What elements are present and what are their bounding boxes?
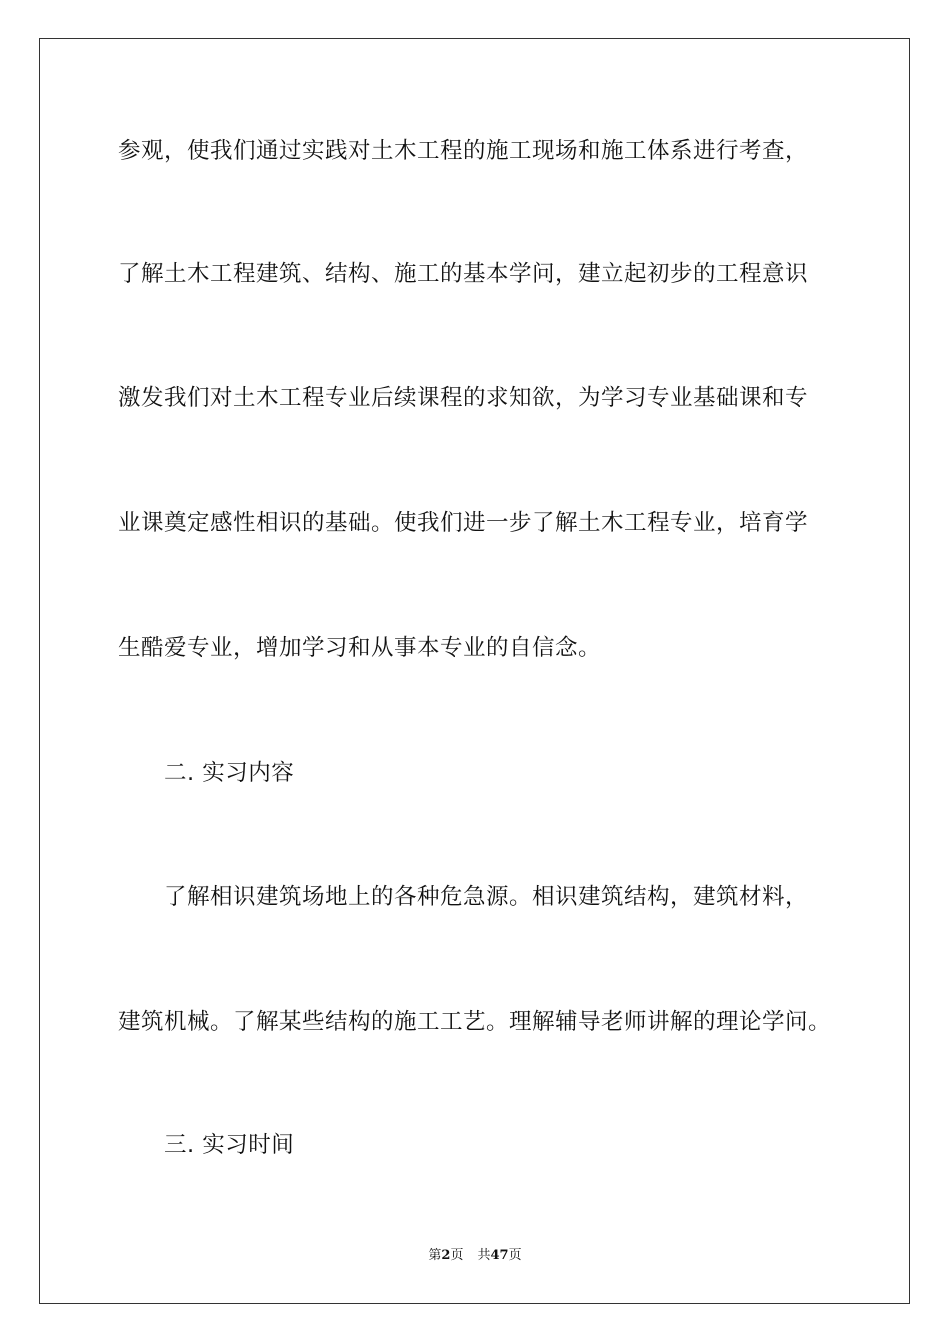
section-heading-3: 三. 实习时间 [164, 1132, 295, 1158]
page-number: 2 [441, 1248, 451, 1263]
body-text-line-6: 了解相识建筑场地上的各种危急源。相识建筑结构，建筑材料， [164, 884, 809, 910]
page-prefix: 第 [428, 1248, 442, 1263]
total-pages: 47 [490, 1248, 509, 1263]
body-text-line-5: 生酷爱专业，增加学习和从事本专业的自信念。 [118, 635, 602, 661]
body-text-line-4: 业课奠定感性相识的基础。使我们进一步了解土木工程专业，培育学 [118, 510, 809, 536]
body-text-line-7: 建筑机械。了解某些结构的施工工艺。理解辅导老师讲解的理论学问。 [118, 1009, 832, 1035]
page-border [39, 38, 910, 1304]
total-suffix: 页 [508, 1248, 522, 1263]
section-heading-2: 二. 实习内容 [164, 760, 295, 786]
body-text-line-1: 参观，使我们通过实践对土木工程的施工现场和施工体系进行考查， [118, 138, 809, 164]
body-text-line-3: 激发我们对土木工程专业后续课程的求知欲，为学习专业基础课和专 [118, 385, 809, 411]
page-suffix: 页 [450, 1248, 464, 1263]
page-footer [0, 1247, 950, 1265]
total-prefix: 共 [477, 1248, 491, 1263]
body-text-line-2: 了解土木工程建筑、结构、施工的基本学问，建立起初步的工程意识 [118, 261, 809, 287]
